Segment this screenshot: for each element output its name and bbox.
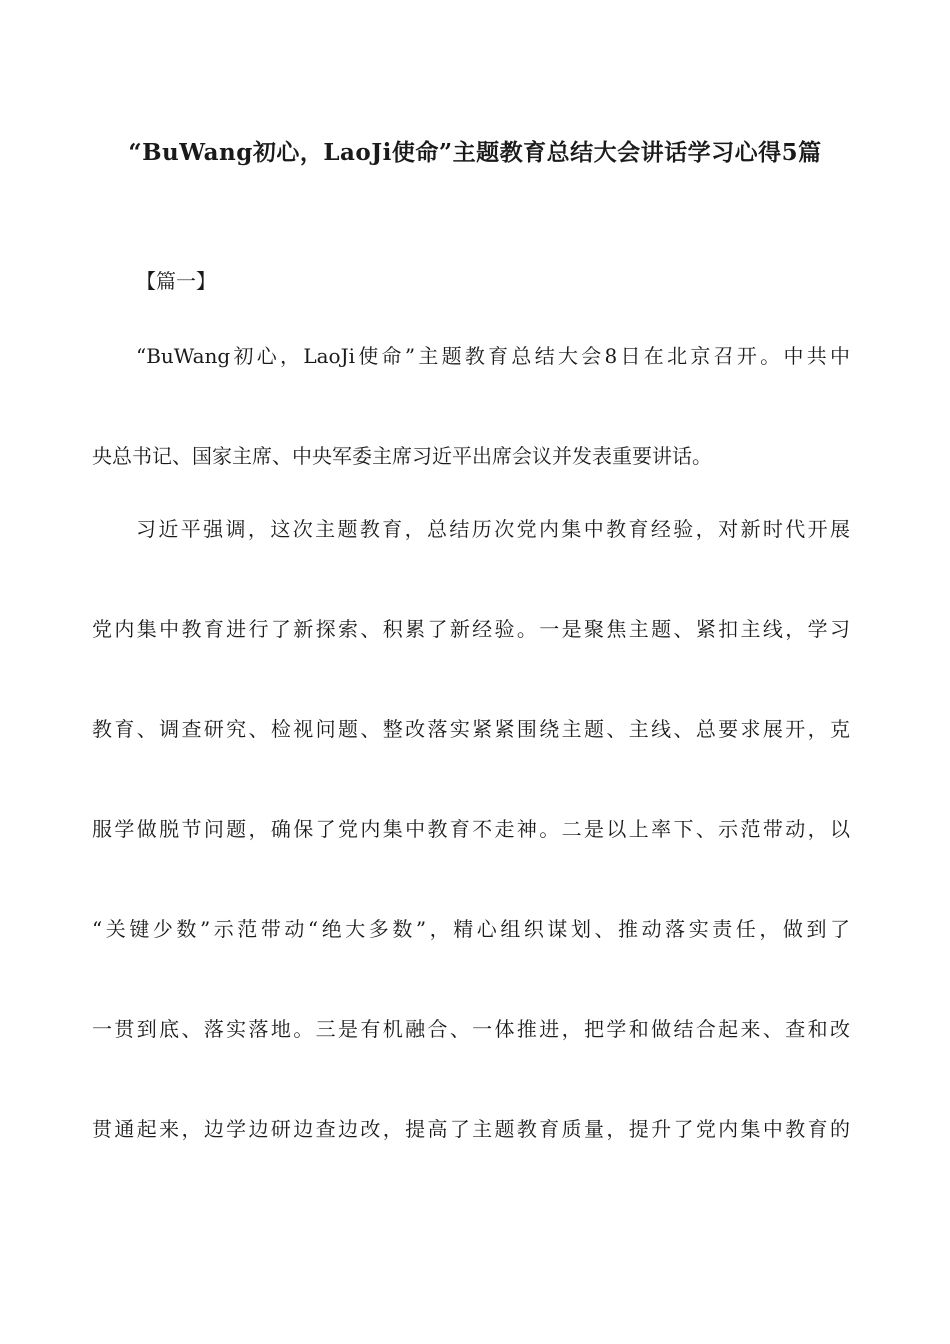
paragraph-line: 贯通起来，边学边研边查边改，提高了主题教育质量，提升了党内集中教育的 <box>92 1117 850 1141</box>
paragraph-line: “关键少数”示范带动“绝大多数”，精心组织谋划、推动落实责任，做到了 <box>92 917 850 941</box>
paragraph-line: 教育、调查研究、检视问题、整改落实紧紧围绕主题、主线、总要求展开，克 <box>92 717 850 741</box>
paragraph-line: 服学做脱节问题，确保了党内集中教育不走神。二是以上率下、示范带动，以 <box>92 817 850 841</box>
paragraph-line: 央总书记、国家主席、中央军委主席习近平出席会议并发表重要讲话。 <box>92 444 712 468</box>
paragraph-line: 党内集中教育进行了新探索、积累了新经验。一是聚焦主题、紧扣主线，学习 <box>92 617 850 641</box>
paragraph-line: “BuWang初心，LaoJi使命”主题教育总结大会8日在北京召开。中共中 <box>136 344 850 368</box>
paragraph-line: 一贯到底、落实落地。三是有机融合、一体推进，把学和做结合起来、查和改 <box>92 1017 850 1041</box>
section-label: 【篇一】 <box>136 269 216 293</box>
paragraph-line: 习近平强调，这次主题教育，总结历次党内集中教育经验，对新时代开展 <box>136 517 850 541</box>
document-title: “BuWang初心，LaoJi使命”主题教育总结大会讲话学习心得5篇 <box>128 139 822 166</box>
